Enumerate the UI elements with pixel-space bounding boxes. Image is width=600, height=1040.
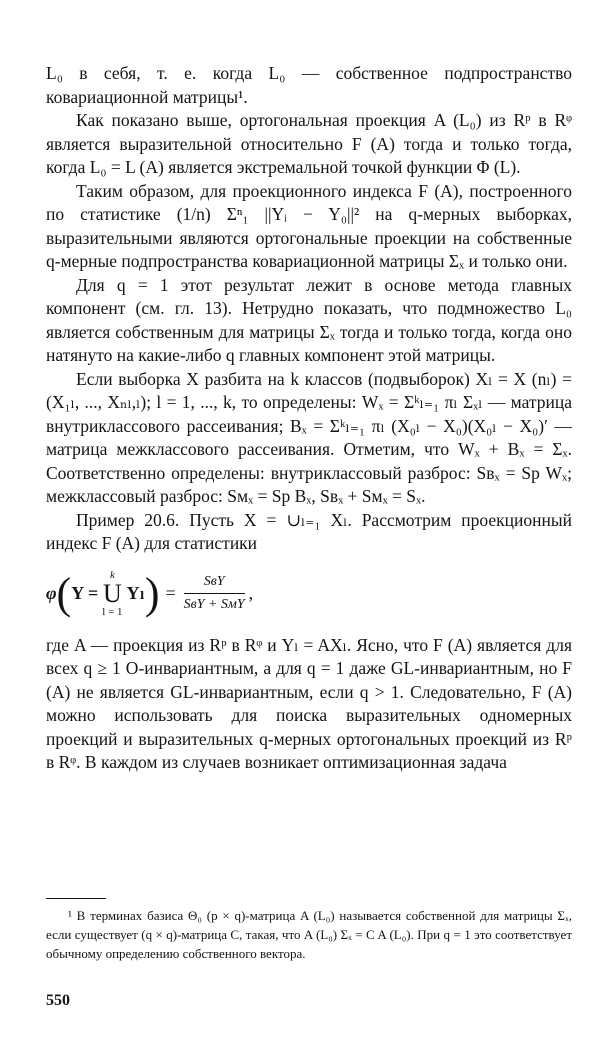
display-formula (46, 558, 572, 630)
paragraph-5: Если выборка X разбита на k классов (подвыборок) Xₗ = X (nₗ) = (X₁ₗ, ..., Xₙₗ,ₗ); l = 1, ..., k, то определены: Wₓ = Σᵏₗ₌₁ πₗ Σₓₗ — матрица внутриклассового рассеивания; Bₓ = Σᵏₗ₌₁ πₗ (X₀ₗ − X₀)(X₀ₗ − X₀)′ — матрица межклассового рассеивания. Отметим, что Wₓ + Bₓ = Σₓ. Соответственно определены: внутриклассовый разброс: Sвₓ = Sp Wₓ; межклассовый разброс: Sмₓ = Sp Bₓ, Sвₓ + Sмₓ = Sₓ. (46, 368, 572, 506)
page-number: 550 (46, 992, 70, 1009)
main-text (46, 62, 572, 775)
paragraph-4: Для q = 1 этот результат лежит в основе метода главных компонент (см. гл. 13). Нетрудно показать, что подмножество L₀ является собственным для матрицы Σₓ тогда и только тогда, когда оно натянуто на какие-либо q главных компонент этой матрицы. (46, 274, 572, 365)
formula-equals: = (165, 583, 176, 603)
paragraph-after-formula: где A — проекция из Rᵖ в Rᵠ и Yₗ = AXₗ. Ясно, что F (A) является для всех q ≥ 1 O-инвариантным, а для q = 1 даже GL-инвариантным, но F (A) не является GL-инвариантным, если q > 1. Следовательно, F (A) можно использовать для поиска выразительных одномерных проекций и выразительных q-мерных ортогональных проекций из Rᵖ в Rᵠ. В каждом из случаев возникает оптимизационная задача (46, 634, 572, 772)
formula-left-paren: ( (56, 568, 72, 618)
union-operator: U (103, 578, 122, 608)
formula-phi: φ (46, 583, 57, 603)
paragraph-1: L₀ в себя, т. е. когда L₀ — собственное подпространство ковариационной матрицы¹. (46, 63, 572, 107)
paragraph-3: Таким образом, для проекционного индекса F (A), построенного по статистике (1/n) Σⁿ₁ ||Yᵢ − Y₀||² на q-мерных выборках, выразительными являются ортогональные проекции на собственные q-мерные подпространства ковариационной матрицы Σₓ и только они. (46, 180, 572, 271)
formula-union-term: Yₗ (126, 583, 145, 603)
formula-fraction (184, 574, 245, 613)
formula-left-arg: Y = (71, 583, 99, 603)
formula-right-paren: ) (144, 568, 160, 618)
paragraph-2: Как показано выше, ортогональная проекция A (L₀) из Rᵖ в Rᵠ является выразительной относительно F (A) тогда и только тогда, когда L₀ = L (A) является экстремальной точкой функции Φ (L). (46, 110, 572, 177)
formula-trailing-comma: , (248, 583, 254, 603)
paragraph-example: Пример 20.6. Пусть X = ∪ₗ₌₁ Xₗ. Рассмотрим проекционный индекс F (A) для статистики (46, 509, 572, 553)
footnote-rule (46, 898, 106, 899)
union-lower-limit: l = 1 (102, 605, 123, 618)
fraction-numerator: SвY (203, 574, 225, 589)
formula-union (102, 570, 122, 618)
union-upper-limit: k (109, 568, 115, 581)
fraction-denominator: SвY + SмY (183, 597, 245, 612)
footnote: ¹ В терминах базиса Θ₀ (p × q)-матрица A (L₀) называется собственной для матрицы Σₓ, если существует (q × q)-матрица C, такая, что A (L₀) Σₓ = C A (L₀). При q = 1 это соответствует обычному определению собственного вектора. (46, 908, 572, 961)
